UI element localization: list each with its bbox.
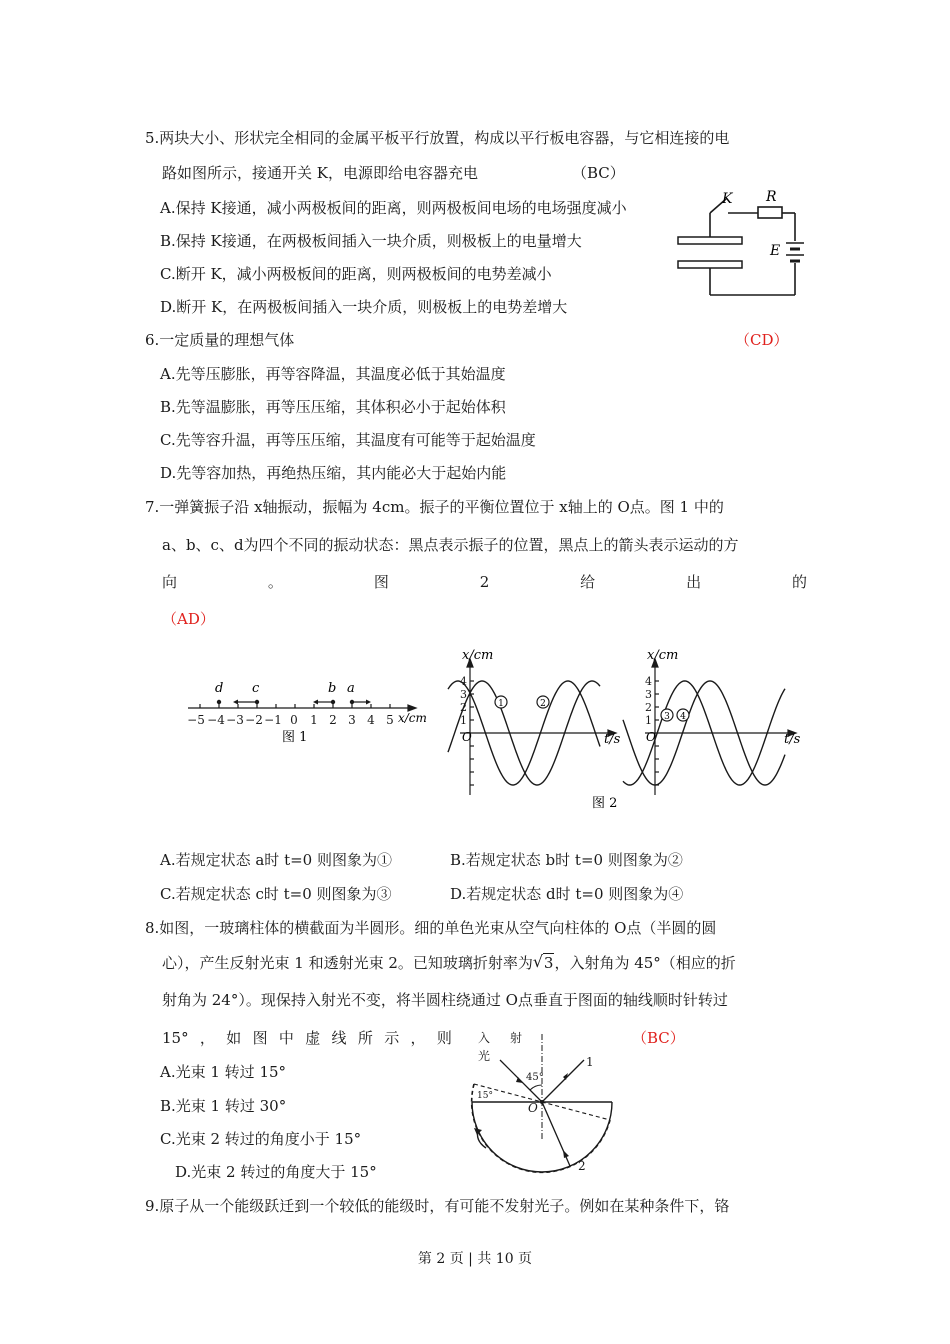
q6-answer: （CD） <box>735 331 789 349</box>
q5-option-d: D.断开 K，在两极板间插入一块介质，则极板上的电势差增大 <box>160 298 568 316</box>
q8-fig-angle-45: 45° <box>526 1072 544 1083</box>
q8-line4-word: ， <box>410 1029 426 1047</box>
q8-fig-incident-char1: 入 <box>478 1031 491 1045</box>
q8-line4-word: 则 <box>436 1029 452 1047</box>
fig1-label-d: d <box>215 681 224 696</box>
q5-option-b: B.保持 K接通，在两极板间插入一块介质，则极板上的电量增大 <box>160 232 582 250</box>
fig2-right-origin: O <box>646 730 656 744</box>
fig1-point-c <box>255 700 259 704</box>
q5-circuit-r-label: R <box>766 189 777 205</box>
fig2-caption: 图 2 <box>592 796 618 811</box>
fig2-left-ytick: 4 <box>460 675 467 688</box>
q5-answer: （BC） <box>572 164 625 182</box>
q8-line4-word: 示 <box>384 1029 400 1047</box>
q8-option-d: D.光束 2 转过的角度大于 15° <box>175 1163 377 1181</box>
q7-line3-word: 向 <box>162 573 178 591</box>
fig1-axis-label: x/cm <box>398 711 427 725</box>
fig1-tick: −2 <box>245 713 263 727</box>
q8-line4-word: 所 <box>357 1029 373 1047</box>
q7-option-a: A.若规定状态 a时 t=0 则图象为① <box>160 851 392 869</box>
fig1-tick: −3 <box>226 713 244 727</box>
fig2-marker-4-label: 4 <box>680 712 686 722</box>
q8-line4-word: 虚 <box>305 1029 321 1047</box>
fig1-tick: −1 <box>264 713 282 727</box>
q8-option-a: A.光束 1 转过 15° <box>160 1063 287 1081</box>
fig1-tick: −5 <box>187 713 205 727</box>
q7-stem-line1: 7.一弹簧振子沿 x轴振动，振幅为 4cm。振子的平衡位置位于 x轴上的 O点。图 1 中的 <box>145 498 724 516</box>
q5-stem-line1: 5.两块大小、形状完全相同的金属平板平行放置，构成以平行板电容器，与它相连接的电 <box>145 129 730 147</box>
q8-fig-angle-15: 15° <box>477 1091 493 1101</box>
q7-stem-line2: a、b、c、d为四个不同的振动状态：黑点表示振子的位置，黑点上的箭头表示运动的方 <box>162 536 739 554</box>
q8-line4-word: 线 <box>331 1029 347 1047</box>
fig2-left-ytick: 3 <box>460 688 467 701</box>
fig2-left-origin: O <box>462 730 472 744</box>
fig1-tick: 4 <box>367 713 375 727</box>
q7-line3-word: 2 <box>479 573 490 591</box>
fig1-label-b: b <box>328 681 337 696</box>
q8-stem-line2 <box>162 953 736 973</box>
q7-option-d: D.若规定状态 d时 t=0 则图象为④ <box>450 885 684 903</box>
q5-circuit-e-label: E <box>770 243 781 259</box>
q8-line4-word: 中 <box>278 1029 294 1047</box>
fig2-left-ytick: 2 <box>460 701 467 714</box>
q8-fig-origin: O <box>528 1101 538 1115</box>
q8-line4-word: ， <box>199 1029 215 1047</box>
fig2-left-tlabel: t/s <box>604 732 621 747</box>
q5-circuit-k-label: K <box>722 191 733 207</box>
q8-line2-part1: 心），产生反射光束 1 和透射光束 2。已知玻璃折射率为 <box>162 954 533 972</box>
q7-line3-word: 给 <box>580 573 596 591</box>
fig2-right-ytick: 4 <box>645 675 652 688</box>
q7-figure-1 <box>180 675 440 750</box>
q8-fig-beam-1: 1 <box>586 1055 594 1069</box>
fig2-marker-3-label: 3 <box>664 712 670 722</box>
q8-fig-incident-char2: 射 <box>510 1031 523 1045</box>
q7-option-c: C.若规定状态 c时 t=0 则图象为③ <box>160 885 392 903</box>
q8-option-c: C.光束 2 转过的角度小于 15° <box>160 1130 362 1148</box>
q5-option-a: A.保持 K接通，减小两极板间的距离，则两极板间电场的电场强度减小 <box>160 199 627 217</box>
q8-line4-word: 如 <box>226 1029 242 1047</box>
q8-option-b: B.光束 1 转过 30° <box>160 1097 287 1115</box>
q6-option-a: A.先等压膨胀，再等容降温，其温度必低于其始温度 <box>160 365 506 383</box>
fig1-tick: −4 <box>207 713 225 727</box>
fig1-tick: 5 <box>386 713 394 727</box>
fig2-right-tlabel: t/s <box>784 732 801 747</box>
q8-figure <box>460 1030 620 1175</box>
fig2-left-ylabel: x/cm <box>462 648 494 663</box>
q6-option-c: C.先等容升温，再等压压缩，其温度有可能等于起始温度 <box>160 431 536 449</box>
q5-circuit-diagram <box>670 185 810 305</box>
q8-answer: （BC） <box>632 1029 685 1047</box>
fig1-tick: 1 <box>310 713 318 727</box>
q8-fig-beam-2: 2 <box>578 1159 586 1173</box>
q7-line3-word: 图 <box>373 573 389 591</box>
q6-option-d: D.先等容加热，再绝热压缩，其内能必大于起始内能 <box>160 464 507 482</box>
q8-line4-word: 15° <box>162 1029 189 1047</box>
fig1-label-c: c <box>252 681 260 696</box>
q8-line4-word: 图 <box>252 1029 268 1047</box>
fig2-right-ytick: 1 <box>645 714 652 727</box>
q9-stem-line1: 9.原子从一个能级跃迁到一个较低的能级时，有可能不发射光子。例如在某种条件下，铬 <box>145 1197 730 1215</box>
fig1-tick: 2 <box>329 713 337 727</box>
fig2-left-ytick: 1 <box>460 714 467 727</box>
fig2-right-ytick: 2 <box>645 701 652 714</box>
fig2-right-ylabel: x/cm <box>647 648 679 663</box>
q8-sqrt-sign: √ <box>532 952 544 971</box>
q8-fig-incident-char3: 光 <box>478 1049 491 1063</box>
fig1-point-a <box>350 700 354 704</box>
fig2-marker-1-label: 1 <box>498 699 504 709</box>
fig1-caption: 图 1 <box>282 730 308 745</box>
q8-sqrt-value: 3 <box>543 954 554 972</box>
q7-line3-word: 的 <box>791 573 807 591</box>
q8-sqrt <box>533 953 555 973</box>
fig2-right-ytick: 3 <box>645 688 652 701</box>
fig1-point-b <box>331 700 335 704</box>
q7-line3-word: 出 <box>686 573 702 591</box>
q8-stem-line1: 8.如图，一玻璃柱体的横截面为半圆形。细的单色光束从空气向柱体的 O点（半圆的圆 <box>145 919 717 937</box>
q7-stem-line3 <box>162 572 807 592</box>
q7-option-b: B.若规定状态 b时 t=0 则图象为② <box>450 851 683 869</box>
q5-option-c: C.断开 K，减小两极板间的距离，则两极板间的电势差减小 <box>160 265 552 283</box>
fig1-label-a: a <box>347 681 355 696</box>
page-footer: 第 2 页 | 共 10 页 <box>417 1251 533 1267</box>
q7-answer: （AD） <box>162 610 215 628</box>
fig1-point-d <box>217 700 221 704</box>
q8-stem-line4 <box>162 1028 452 1048</box>
fig1-tick: 3 <box>348 713 356 727</box>
q7-line3-word: 。 <box>267 573 283 591</box>
q7-figure-2 <box>440 645 810 815</box>
fig2-marker-2-label: 2 <box>540 699 546 709</box>
q6-stem: 6.一定质量的理想气体 <box>145 331 295 349</box>
q8-stem-line3: 射角为 24°）。现保持入射光不变，将半圆柱绕通过 O点垂直于图面的轴线顺时针转过 <box>162 991 728 1009</box>
q5-stem-line2: 路如图所示，接通开关 K，电源即给电容器充电 <box>162 164 478 182</box>
fig1-tick: 0 <box>290 713 298 727</box>
q6-option-b: B.先等温膨胀，再等压压缩，其体积必小于起始体积 <box>160 398 506 416</box>
q8-line2-part2: ，入射角为 45°（相应的折 <box>554 954 736 972</box>
